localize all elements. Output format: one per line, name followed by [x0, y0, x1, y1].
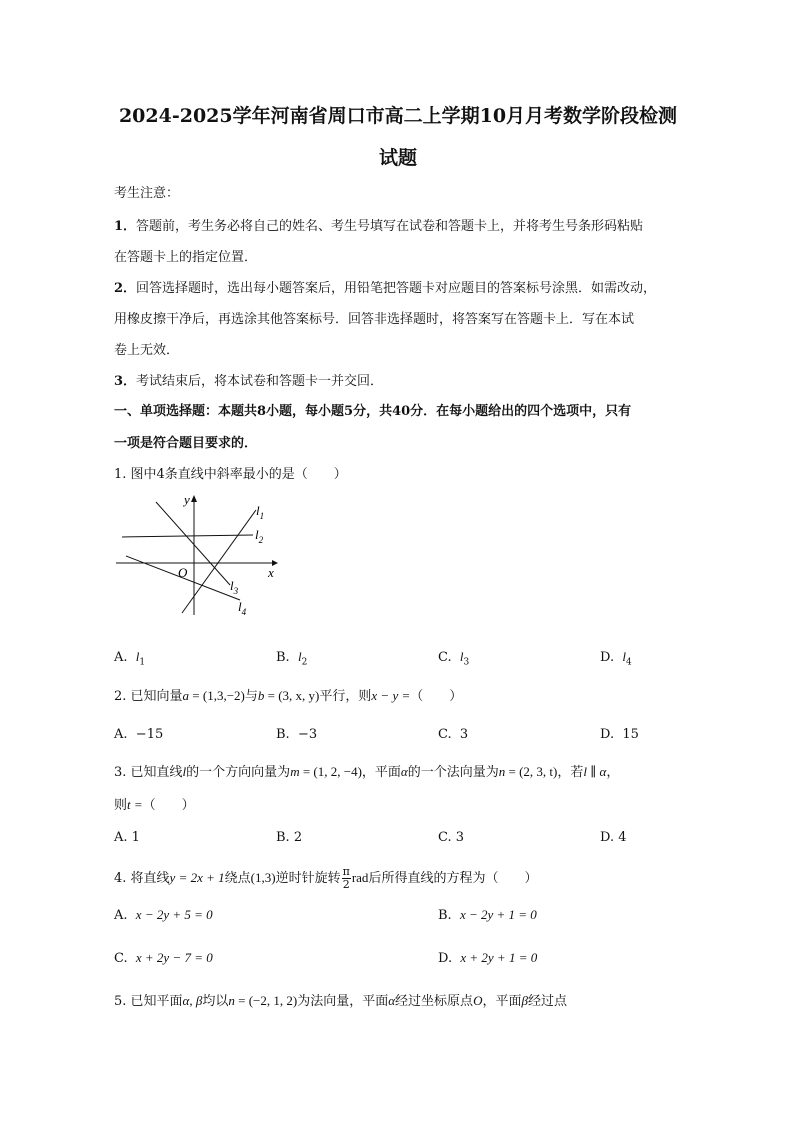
line-l3 — [156, 502, 230, 585]
section-heading-cont: 一项是符合题目要求的． — [114, 436, 258, 451]
notice-item-2-cont: 用橡皮擦干净后，再选涂其他答案标号．回答非选择题时，将答案写在答题卡上．写在本试 — [114, 312, 635, 327]
q3-stem: 3. 已知直线l的一个方向向量为m = (1, 2, −4)，平面α的一个法向量为n = (2, 3, t)，若l ∥ α， — [114, 764, 620, 780]
line-l1 — [182, 510, 256, 613]
x-axis-label: x — [268, 565, 274, 580]
q1-option-b: B. $l_2$ — [276, 649, 308, 668]
q4-stem: 4. 将直线y = 2x + 1绕点(1,3)逆时针旋转 $\frac{\pi}{2}$ rad后所得直线的方程为（ ） — [114, 865, 538, 891]
label-l2: $l_2$ — [255, 527, 264, 545]
page-title-line2: 试题 — [378, 147, 417, 169]
q4-option-d: D. x + 2y + 1 = 0 — [438, 950, 538, 966]
label-l1: $l_1$ — [256, 503, 265, 521]
q4-fraction: $\frac{\pi}{2}$ — [342, 865, 350, 891]
q2-option-d: D. 15 — [600, 727, 639, 742]
q3-option-b: B. 2 — [276, 830, 303, 845]
q5-stem: 5. 已知平面α, β均以n = (−2, 1, 2)为法向量，平面α经过坐标原点O，平面β经过点 — [114, 993, 567, 1009]
notice-item-1-cont: 在答题卡上的指定位置． — [114, 250, 258, 265]
y-axis-arrow — [191, 495, 197, 502]
q2-option-c: C. 3 — [438, 727, 469, 742]
q4-option-b: B. x − 2y + 1 = 0 — [438, 907, 537, 923]
q2-stem: 2. 已知向量a = (1,3,−2)与b = (3, x, y)平行，则x − y =（ ） — [114, 688, 463, 704]
origin-label: O — [178, 565, 188, 580]
notice-item-1: 1．答题前，考生务必将自己的姓名、考生号填写在试卷和答题卡上，并将考生号条形码粘贴 — [114, 219, 644, 234]
q1-option-c: C. $l_3$ — [438, 649, 470, 668]
q3-option-d: D. 4 — [600, 830, 627, 845]
y-axis-label: y — [184, 492, 190, 507]
notice-item-2: 2．回答选择题时，选出每小题答案后，用铅笔把答题卡对应题目的答案标号涂黑．如需改动， — [114, 281, 657, 296]
notice-item-2-cont2: 卷上无效． — [114, 343, 180, 358]
q2-option-a: A. −15 — [114, 727, 164, 742]
notice-item-3: 3．考试结束后，将本试卷和答题卡一并交回． — [114, 374, 384, 389]
q4-option-a: A. x − 2y + 5 = 0 — [114, 907, 213, 923]
q3-stem-cont: 则t =（ ） — [114, 797, 195, 813]
page-title-line1: 2024-2025学年河南省周口市高二上学期10月月考数学阶段检测 — [118, 105, 678, 127]
q1-stem: 1. 图中4条直线中斜率最小的是（ ） — [114, 467, 347, 482]
q1-figure — [110, 490, 290, 620]
q1-option-d: D. $l_4$ — [600, 649, 632, 668]
q3-option-c: C. 3 — [438, 830, 465, 845]
q3-option-a: A. 1 — [114, 830, 140, 845]
section-heading: 一、单项选择题：本题共8小题，每小题5分，共40分．在每小题给出的四个选项中，只有 — [114, 404, 632, 419]
label-l3: $l_3$ — [230, 578, 239, 596]
q2-option-b: B. −3 — [276, 727, 318, 742]
label-l4: $l_4$ — [238, 599, 247, 617]
q1-option-a: A. $l_1$ — [114, 649, 146, 668]
q4-option-c: C. x + 2y − 7 = 0 — [114, 950, 213, 966]
notice-heading: 考生注意： — [114, 186, 180, 201]
